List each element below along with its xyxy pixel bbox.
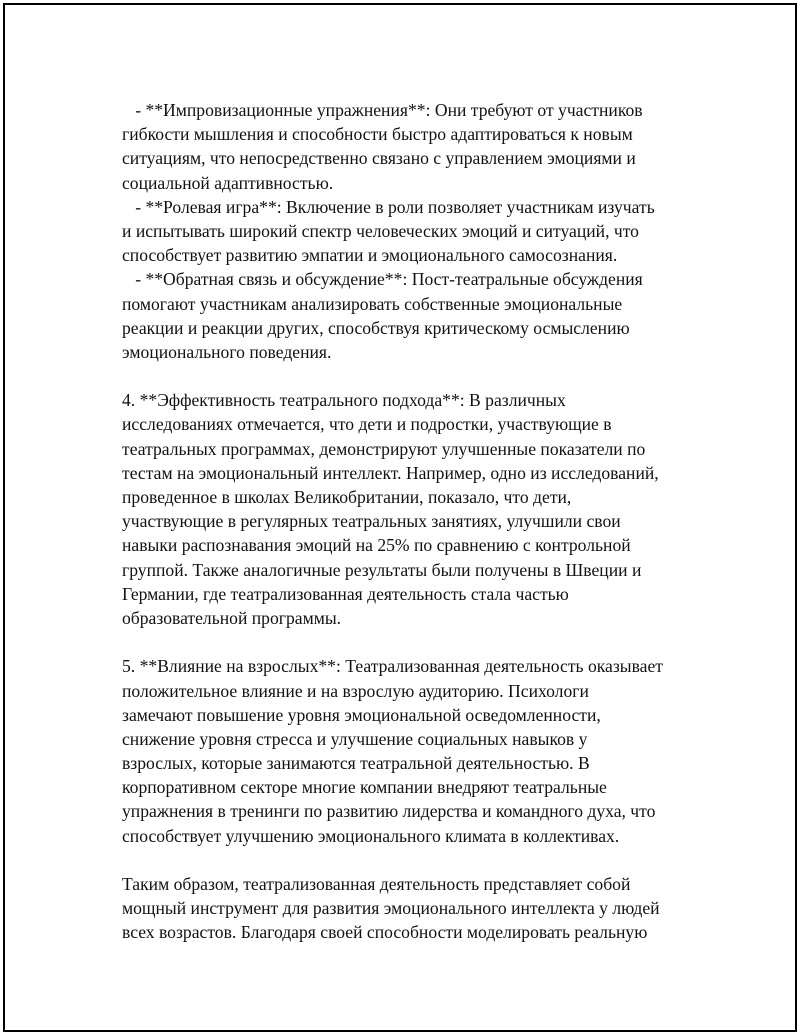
text-line: эмоционального поведения. (122, 341, 332, 362)
text-line: всех возрастов. Благодаря своей способности моделировать реальную (122, 922, 648, 943)
text-line: 5. **Влияние на взрослых**: Театрализованная деятельность оказывает (122, 656, 663, 677)
paragraph-spacer (122, 848, 688, 872)
text-line: реакции и реакции других, способствуя критическому осмыслению (122, 317, 630, 338)
text-line: - **Ролевая игра**: Включение в роли позволяет участникам изучать (122, 196, 655, 217)
text-line: корпоративном секторе многие компании внедряют театральные (122, 777, 607, 798)
paragraph-conclusion (122, 872, 688, 945)
text-line: мощный инструмент для развития эмоционального интеллекта у людей (122, 898, 660, 919)
text-line: Таким образом, театрализованная деятельность представляет собой (122, 874, 631, 894)
paragraph-spacer (122, 630, 688, 654)
text-line: исследованиях отмечается, что дети и подростки, участвующие в (122, 414, 612, 435)
text-line: 4. **Эффективность театрального подхода**: В различных (122, 390, 566, 411)
text-line: снижение уровня стресса и улучшение социальных навыков у (122, 728, 588, 749)
text-line: взрослых, которые занимаются театральной деятельностью. В (122, 753, 590, 774)
text-line: положительное влияние и на взрослую аудиторию. Психологи (122, 680, 589, 701)
text-line: помогают участникам анализировать собственные эмоциональные (122, 293, 623, 314)
text-line: и испытывать широкий спектр человеческих эмоций и ситуаций, что (122, 220, 639, 241)
paragraph-spacer (122, 364, 688, 388)
document-body (122, 98, 688, 945)
text-line: ситуациям, что непосредственно связано с управлением эмоциями и (122, 148, 636, 169)
text-line: образовательной программы. (122, 607, 342, 628)
text-line: - **Обратная связь и обсуждение**: Пост-театральные обсуждения (122, 269, 643, 290)
text-line: участвующие в регулярных театральных занятиях, улучшили свои (122, 511, 621, 532)
text-line: проведенное в школах Великобритании, показало, что дети, (122, 487, 572, 507)
text-line: способствует развитию эмпатии и эмоционального самосознания. (122, 245, 618, 266)
paragraph-improvisation (122, 98, 688, 195)
text-line: навыки распознавания эмоций на 25% по сравнению с контрольной (122, 535, 631, 556)
text-line: упражнения в тренинги по развитию лидерства и командного духа, что (122, 801, 656, 822)
paragraph-role-play (122, 195, 688, 268)
text-line: Германии, где театрализованная деятельность стала частью (122, 583, 569, 604)
text-line: театральных программах, демонстрируют улучшенные показатели по (122, 438, 646, 459)
text-line: социальной адаптивностью. (122, 172, 334, 193)
text-line: способствует улучшению эмоционального климата в коллективах. (122, 825, 620, 846)
text-line: замечают повышение уровня эмоциональной осведомленности, (122, 704, 601, 725)
paragraph-feedback (122, 267, 688, 364)
document-page (3, 3, 797, 1032)
text-line: тестам на эмоциональный интеллект. Например, одно из исследований, (122, 462, 659, 483)
paragraph-effectiveness (122, 388, 688, 630)
text-line: группой. Также аналогичные результаты были получены в Швеции и (122, 559, 642, 580)
text-line: гибкости мышления и способности быстро адаптироваться к новым (122, 124, 633, 145)
text-line: - **Импровизационные упражнения**: Они требуют от участников (122, 100, 643, 120)
paragraph-adults (122, 654, 688, 848)
